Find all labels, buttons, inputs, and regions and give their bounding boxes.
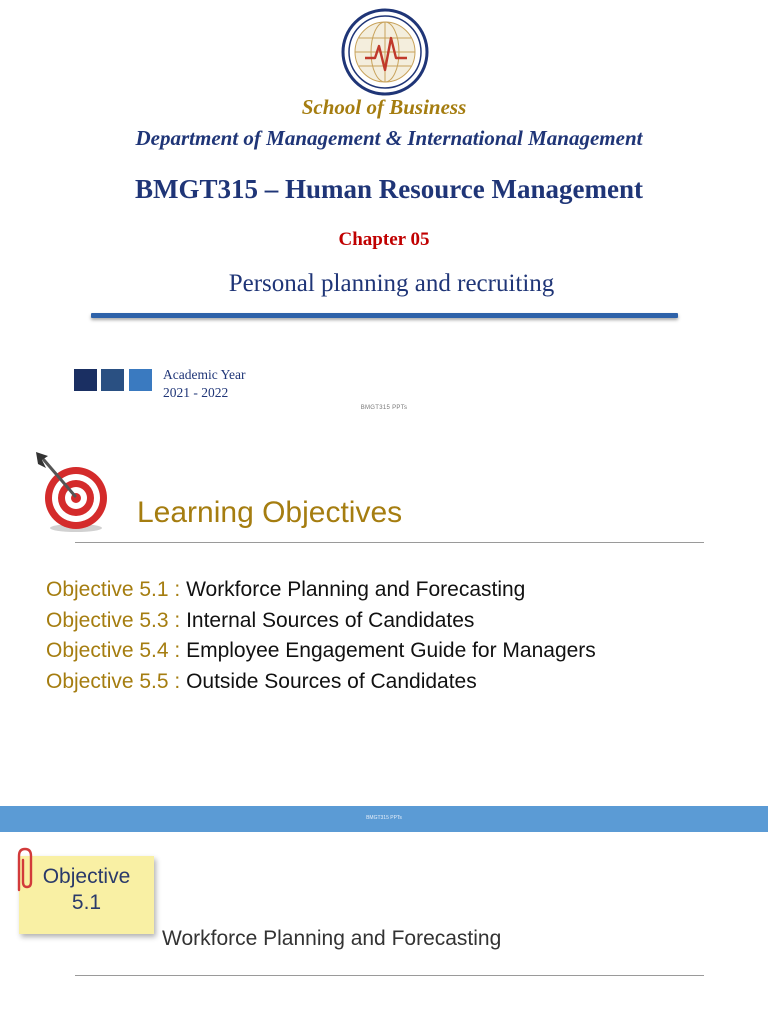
objective-title: Workforce Planning and Forecasting: [162, 927, 502, 950]
school-name: School of Business: [301, 95, 467, 119]
objectives-list: [46, 575, 596, 697]
chapter-label: Chapter 05: [338, 229, 430, 250]
footer-band: [0, 806, 768, 832]
title-divider: [91, 313, 678, 318]
slide-footer: BMGT315 PPTs: [360, 405, 408, 411]
course-title: BMGT315 – Human Resource Management: [135, 174, 643, 204]
title-underline: [75, 975, 704, 976]
objective-label: Objective 5.4 :: [46, 639, 181, 662]
objective-slide: [0, 832, 768, 1024]
academic-year-label: Academic Year: [163, 367, 246, 382]
paperclip-icon: [10, 846, 40, 894]
decor-square-mid: [101, 369, 124, 391]
slide-title: Learning Objectives: [137, 496, 403, 529]
list-item: [46, 636, 596, 667]
objective-label: Objective 5.1 :: [46, 578, 181, 601]
sticky-note-line2: 5.1: [71, 891, 102, 914]
objective-text: Internal Sources of Candidates: [180, 608, 475, 632]
academic-year-value: 2021 - 2022: [163, 385, 229, 400]
slide-footer: BMGT315 PPTs: [366, 815, 402, 821]
list-item: [46, 667, 596, 698]
list-item: [46, 606, 596, 637]
academic-year-block: [163, 366, 245, 402]
title-slide: [0, 0, 768, 430]
chapter-subtitle: Personal planning and recruiting: [228, 270, 555, 297]
learning-objectives-slide: [0, 430, 768, 832]
title-underline: [75, 542, 704, 543]
objective-text: Employee Engagement Guide for Managers: [180, 639, 596, 662]
objective-text: Outside Sources of Candidates: [180, 669, 477, 693]
globe-logo-icon: [341, 8, 429, 96]
decor-square-light: [129, 369, 152, 391]
department-name: Department of Management & International Management: [135, 126, 643, 150]
list-item: [46, 575, 596, 606]
objective-label: Objective 5.5 :: [46, 669, 181, 693]
dart-target-icon: [30, 448, 116, 534]
sticky-note-line1: Objective: [42, 865, 131, 888]
objective-label: Objective 5.3 :: [46, 608, 181, 632]
objective-text: Workforce Planning and Forecasting: [180, 578, 526, 601]
decor-square-dark: [74, 369, 97, 391]
